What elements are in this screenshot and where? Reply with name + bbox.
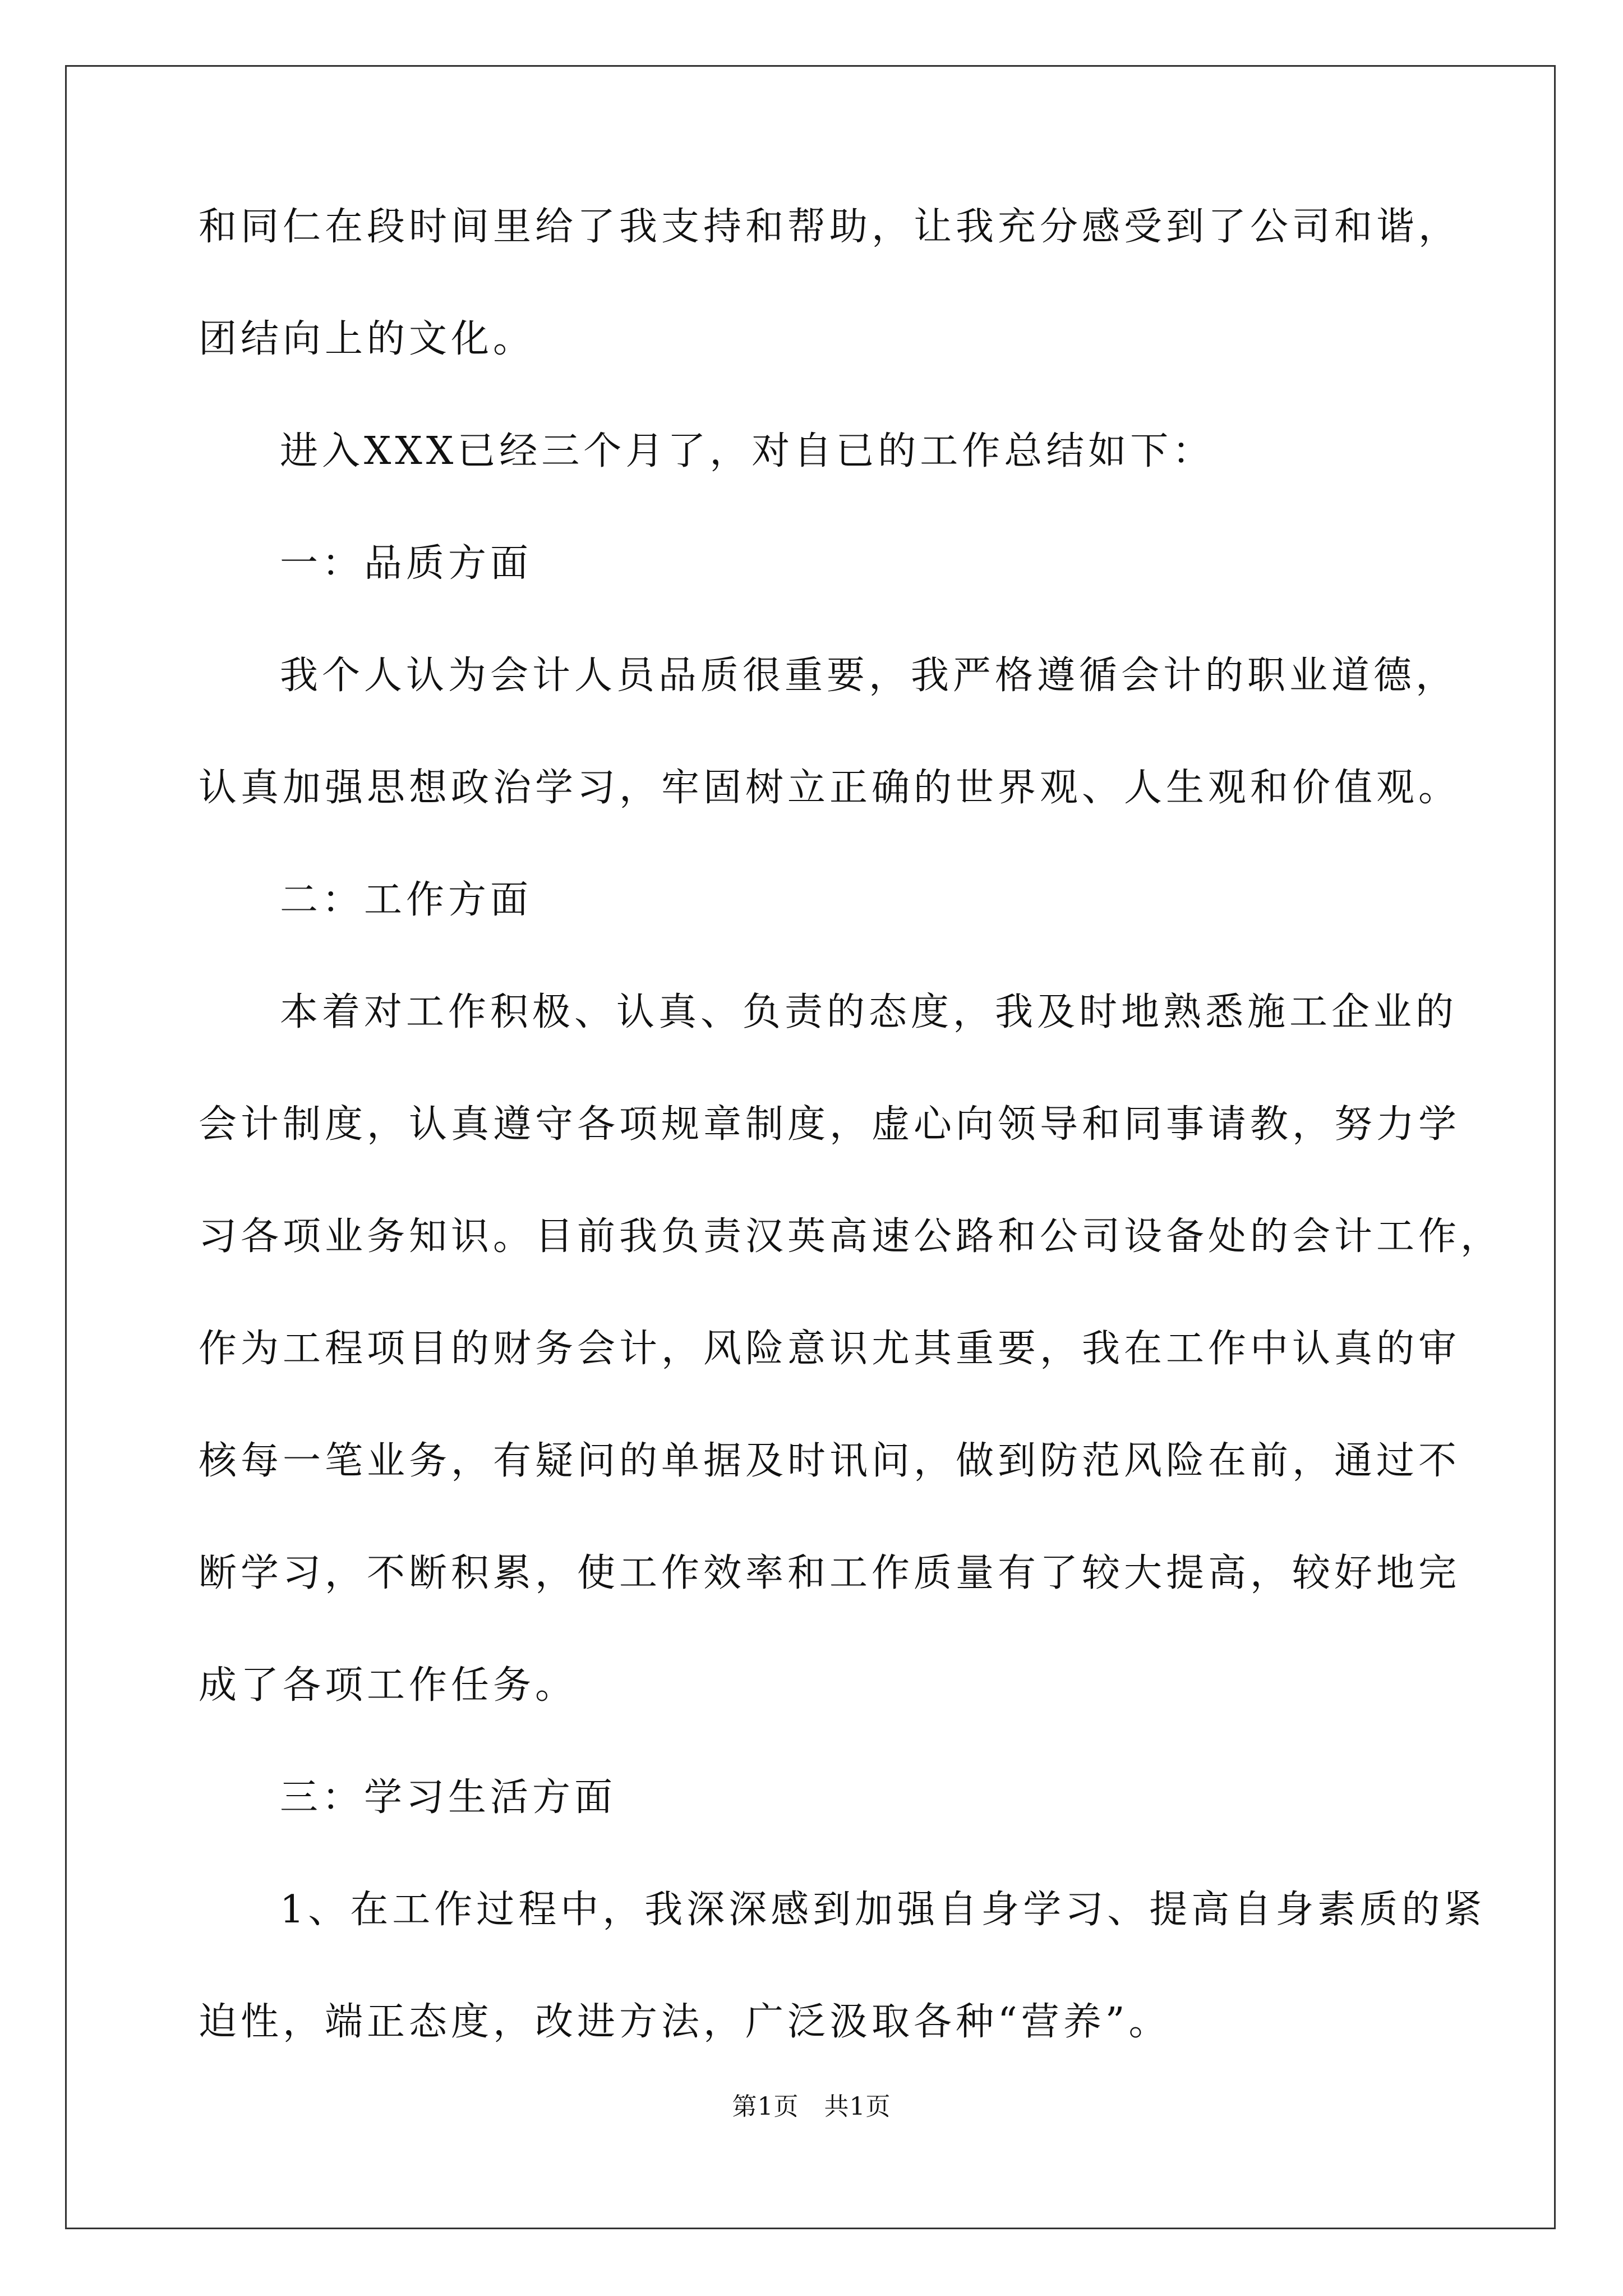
text-line: 核每一笔业务，有疑问的单据及时讯问，做到防范风险在前，通过不 bbox=[199, 1439, 1461, 1483]
text-line: 1、在工作过程中，我深深感到加强自身学习、提高自身素质的紧 bbox=[280, 1888, 1486, 1932]
text-line: 习各项业务知识。目前我负责汉英高速公路和公司设备处的会计工作， bbox=[199, 1214, 1503, 1259]
page-footer: 第1页 共1页 bbox=[732, 2092, 891, 2121]
section-heading: 一：品质方面 bbox=[280, 541, 533, 586]
text-line: 我个人认为会计人员品质很重要，我严格遵循会计的职业道德， bbox=[280, 654, 1458, 698]
text-line: 认真加强思想政治学习，牢固树立正确的世界观、人生观和价值观。 bbox=[199, 766, 1461, 810]
text-line: 作为工程项目的财务会计，风险意识尤其重要，我在工作中认真的审 bbox=[199, 1327, 1461, 1371]
text-line: 和同仁在段时间里给了我支持和帮助，让我充分感受到了公司和谐， bbox=[199, 205, 1461, 249]
text-line: 本着对工作积极、认真、负责的态度，我及时地熟悉施工企业的 bbox=[280, 990, 1458, 1034]
text-line: 迫性，端正态度，改进方法，广泛汲取各种“营养”。 bbox=[199, 2000, 1171, 2044]
text-line: 会计制度，认真遵守各项规章制度，虚心向领导和同事请教，努力学 bbox=[199, 1102, 1461, 1147]
text-line: 成了各项工作任务。 bbox=[199, 1663, 578, 1708]
text-line: 断学习，不断积累，使工作效率和工作质量有了较大提高，较好地完 bbox=[199, 1551, 1461, 1595]
text-line: 进入XXX已经三个月了，对自已的工作总结如下： bbox=[280, 429, 1215, 473]
section-heading: 三：学习生活方面 bbox=[280, 1775, 617, 1820]
section-heading: 二：工作方面 bbox=[280, 878, 533, 922]
text-line: 团结向上的文化。 bbox=[199, 317, 536, 361]
